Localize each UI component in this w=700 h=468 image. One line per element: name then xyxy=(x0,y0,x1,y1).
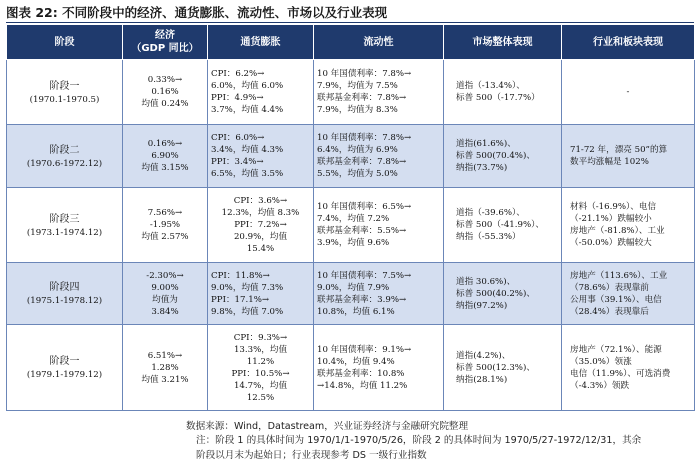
inflation-line: CPI：3.6%→ xyxy=(233,196,288,206)
market-cell xyxy=(444,60,562,125)
inflation-line: PPI：10.5%→ xyxy=(231,368,290,379)
market-line: 道指(4.2%)、 xyxy=(456,350,511,361)
table-row xyxy=(7,325,695,411)
market-line: 道指（-13.4%）、 xyxy=(456,81,525,91)
inflation-line: CPI：9.3%→ xyxy=(233,332,288,343)
industry-line: 材料（-16.9%）、电信 xyxy=(570,202,657,212)
liquidity-line: 10 年国债利率：7.8%→ xyxy=(317,133,412,143)
growth-cell xyxy=(123,188,208,263)
growth-line: 均值 2.57% xyxy=(141,232,189,242)
industry-line: （-4.3%）领跌 xyxy=(570,380,630,391)
figure-title: 图表 22: 不同阶段中的经济、通货膨胀、流动性、市场以及行业表现 xyxy=(6,5,388,20)
industry-cell xyxy=(562,125,695,188)
liquidity-cell xyxy=(314,125,444,188)
growth-line: 6.51%→ xyxy=(147,350,183,361)
market-line: 标普 500(40.2%)、 xyxy=(456,288,535,299)
liquidity-line: 联邦基金利率：10.8% xyxy=(317,368,405,379)
industry-cell xyxy=(562,325,695,411)
stage-name: 阶段一 xyxy=(49,80,80,92)
inflation-line: CPI：6.2%→ xyxy=(211,69,265,79)
stage-cell xyxy=(7,263,123,325)
market-cell xyxy=(444,188,562,263)
table-row xyxy=(7,60,695,125)
liquidity-line: 9.0%，均值 7.9% xyxy=(317,282,390,293)
growth-line: 0.16% xyxy=(151,87,179,97)
market-line: 标普 500(70.4%)、 xyxy=(456,151,535,161)
stage-period: (1970.1-1970.5) xyxy=(29,94,100,105)
industry-line: 房地产（113.6%）、工业 xyxy=(570,270,668,281)
growth-cell xyxy=(123,325,208,411)
industry-cell xyxy=(562,263,695,325)
table-row xyxy=(7,188,695,263)
market-line: 标普 500（-17.7%） xyxy=(456,93,540,103)
market-line: 标普 500（-41.9%）、 xyxy=(456,220,545,230)
liquidity-line: 联邦基金利率：7.8%→ xyxy=(317,157,407,167)
stage-table xyxy=(6,24,695,411)
stage-period: (1979.1-1979.12) xyxy=(26,370,103,380)
header-inflation: 通货膨胀 xyxy=(208,25,314,60)
growth-cell xyxy=(123,125,208,188)
market-line: 标普 500(12.3%)、 xyxy=(456,362,535,373)
inflation-line: 3.7%，均值 4.4% xyxy=(211,105,284,115)
liquidity-cell xyxy=(314,188,444,263)
industry-line: 71-72 年，漂亮 50”的算 xyxy=(570,145,668,155)
header-market: 市场整体表现 xyxy=(444,25,562,60)
header-liquidity: 流动性 xyxy=(314,25,444,60)
liquidity-line: 5.5%，均值为 5.0% xyxy=(317,169,398,179)
growth-line: 均值 3.15% xyxy=(141,163,189,173)
liquidity-line: 7.9%，均值为 8.3% xyxy=(317,105,398,115)
inflation-line: 9.8%，均值 7.0% xyxy=(211,306,284,317)
table-row xyxy=(7,263,695,325)
growth-line: 3.84% xyxy=(151,306,179,317)
industry-cell xyxy=(562,188,695,263)
market-line: 纳指(97.2%) xyxy=(456,300,508,311)
liquidity-line: 10.8%，均值 6.1% xyxy=(317,306,395,317)
liquidity-line: 6.4%，均值为 6.9% xyxy=(317,145,398,155)
liquidity-line: 联邦基金利率：7.8%→ xyxy=(317,93,407,103)
inflation-line: 20.9%，均值 xyxy=(233,232,288,242)
market-line: 道指 30.6%)、 xyxy=(456,276,516,287)
growth-line: 0.33%→ xyxy=(147,75,183,85)
industry-line: 数平均涨幅是 102% xyxy=(570,157,649,167)
industry-line: 公用事（39.1%）、电信 xyxy=(570,294,662,305)
inflation-cell xyxy=(208,263,314,325)
liquidity-line: →14.8%，均值 11.2% xyxy=(317,380,408,391)
stage-period: (1970.6-1972.12) xyxy=(26,158,103,169)
stage-cell xyxy=(7,188,123,263)
growth-cell xyxy=(123,60,208,125)
growth-line: 均值 0.24% xyxy=(141,99,189,109)
header-industry: 行业和板块表现 xyxy=(562,25,695,60)
inflation-line: 12.3%，均值 8.3% xyxy=(221,208,300,218)
liquidity-line: 10 年国债利率：7.5%→ xyxy=(317,270,412,281)
industry-line: （78.6%）表现靠前 xyxy=(570,282,649,293)
growth-line: 1.28% xyxy=(151,362,179,373)
liquidity-line: 联邦基金利率：5.5%→ xyxy=(317,226,407,236)
inflation-line: PPI：3.4%→ xyxy=(211,157,264,167)
industry-line: 电信（11.9%）、可选消费 xyxy=(570,368,671,379)
growth-cell xyxy=(123,263,208,325)
stage-name: 阶段一 xyxy=(49,356,80,367)
industry-line: - xyxy=(626,87,630,97)
inflation-line: CPI：6.0%→ xyxy=(211,133,265,143)
market-cell xyxy=(444,125,562,188)
market-cell xyxy=(444,325,562,411)
industry-line: （35.0%）领涨 xyxy=(570,356,632,367)
inflation-line: PPI：4.9%→ xyxy=(211,93,264,103)
growth-line: -1.95% xyxy=(149,220,181,230)
growth-line: 0.16%→ xyxy=(147,139,183,149)
liquidity-cell xyxy=(314,60,444,125)
footnote-line2: 阶段以月末为起始日；行业表现参考 DS 一级行业指数 xyxy=(196,450,427,461)
header-growth-line1: 经济 xyxy=(155,30,175,41)
liquidity-line: 10 年国债利率：9.1%→ xyxy=(317,344,412,355)
stage-cell xyxy=(7,325,123,411)
inflation-line: 6.0%，均值 6.0% xyxy=(211,81,284,91)
liquidity-line: 7.4%，均值 7.2% xyxy=(317,214,390,224)
stage-cell xyxy=(7,125,123,188)
growth-line: 9.00% xyxy=(151,282,179,293)
inflation-line: 6.5%，均值 3.5% xyxy=(211,169,284,179)
inflation-cell xyxy=(208,188,314,263)
inflation-cell xyxy=(208,325,314,411)
inflation-line: 3.4%，均值 4.3% xyxy=(211,145,284,155)
stage-period: (1975.1-1978.12) xyxy=(26,296,103,306)
growth-line: -2.30%→ xyxy=(146,270,184,281)
liquidity-line: 10 年国债利率：6.5%→ xyxy=(317,202,412,212)
stage-name: 阶段二 xyxy=(49,144,80,156)
liquidity-line: 7.9%，均值为 7.5% xyxy=(317,81,398,91)
title-rule xyxy=(6,22,694,23)
stage-period: (1973.1-1974.12) xyxy=(26,227,103,238)
inflation-line: 11.2% xyxy=(246,356,275,367)
table-row xyxy=(7,125,695,188)
source-note: 数据来源：Wind，Datastream，兴业证券经济与金融研究院整理 xyxy=(186,421,469,432)
industry-line: （-21.1%）跌幅较小 xyxy=(570,214,652,224)
market-line: 纳指(73.7%) xyxy=(456,163,508,173)
industry-line: 房地产（-81.8%）、工业 xyxy=(570,226,665,236)
inflation-cell xyxy=(208,60,314,125)
growth-line: 6.90% xyxy=(151,151,179,161)
liquidity-line: 10.4%，均值 9.4% xyxy=(317,356,395,367)
inflation-line: PPI：7.2%→ xyxy=(234,220,287,230)
liquidity-cell xyxy=(314,263,444,325)
industry-line: 房地产（72.1%）、能源 xyxy=(570,344,662,355)
inflation-line: 15.4% xyxy=(246,244,275,254)
market-cell xyxy=(444,263,562,325)
market-line: 道指（-39.6%）、 xyxy=(456,208,525,218)
stage-cell xyxy=(7,60,123,125)
inflation-cell xyxy=(208,125,314,188)
industry-cell xyxy=(562,60,695,125)
growth-line: 均值 3.21% xyxy=(141,374,189,385)
stage-name: 阶段四 xyxy=(49,282,80,293)
inflation-line: CPI：11.8%→ xyxy=(211,270,270,281)
liquidity-line: 10 年国债利率：7.8%→ xyxy=(317,69,412,79)
stage-name: 阶段三 xyxy=(49,213,80,225)
inflation-line: 9.0%，均值 7.3% xyxy=(211,282,284,293)
industry-line: （28.4%）表现靠后 xyxy=(570,306,649,317)
growth-line: 7.56%→ xyxy=(147,208,183,218)
market-line: 纳指（-55.3%） xyxy=(456,232,521,242)
footnote-line1: 注：阶段 1 的具体时间为 1970/1/1-1970/5/26，阶段 2 的具体时间为 1970/5/27-1972/12/31，其余 xyxy=(196,435,642,446)
inflation-line: 12.5% xyxy=(246,392,275,403)
header-stage: 阶段 xyxy=(7,25,123,60)
header-row xyxy=(7,25,695,60)
liquidity-cell xyxy=(314,325,444,411)
industry-line: （-50.0%）跌幅较大 xyxy=(570,238,652,248)
inflation-line: PPI：17.1%→ xyxy=(211,294,270,305)
liquidity-line: 3.9%，均值 9.6% xyxy=(317,238,390,248)
market-line: 纳指(28.1%) xyxy=(456,374,508,385)
liquidity-line: 联邦基金利率：3.9%→ xyxy=(317,294,407,305)
header-growth-line2: （GDP 同比） xyxy=(131,43,199,54)
inflation-line: 13.3%，均值 xyxy=(233,344,288,355)
market-line: 道指(61.6%)、 xyxy=(456,139,516,149)
header-growth xyxy=(123,25,208,60)
inflation-line: 14.7%，均值 xyxy=(233,380,288,391)
growth-line: 均值为 xyxy=(152,294,178,305)
